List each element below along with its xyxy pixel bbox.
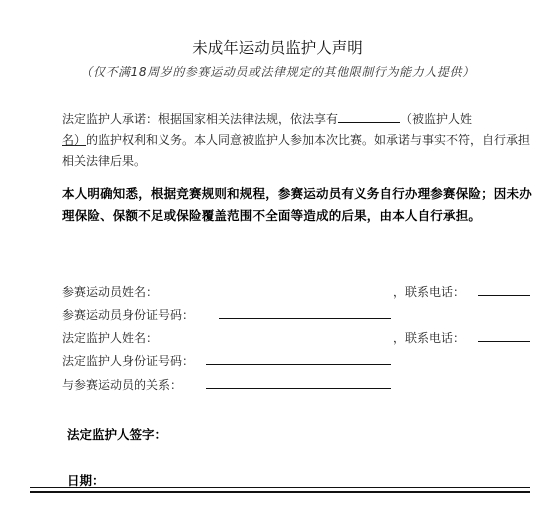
commitment-text-1: 法定监护人承诺：根据国家相关法律法规，依法享有 [62, 112, 339, 126]
athlete-id-input-line[interactable] [219, 318, 391, 319]
relation-input-line[interactable] [206, 388, 391, 389]
commitment-text-3: 名） [62, 133, 87, 147]
phone-label-2: ，联系电话： [393, 331, 466, 345]
signature-label: 法定监护人签字： [67, 427, 168, 442]
athlete-id-label: 参赛运动员身份证号码： [62, 308, 195, 322]
footer-rule-thick [30, 491, 530, 493]
commitment-text-4: 的监护权利和义务。本人同意被监护人参加本次比赛。如承诺与事实不符，自行承担相关法律后果。 [62, 133, 531, 168]
guardian-name-label: 法定监护人姓名： [62, 331, 159, 345]
date-label: 日期： [67, 473, 105, 488]
guardian-id-input-line[interactable] [206, 364, 391, 365]
phone-label-1: ，联系电话： [393, 285, 466, 299]
page-title: 未成年运动员监护人声明 [192, 39, 363, 57]
page-subtitle: （仅不满18周岁的参赛运动员或法律规定的其他限制行为能力人提供） [80, 65, 475, 79]
athlete-name-label: 参赛运动员姓名： [62, 285, 159, 299]
footer-rule-thin [30, 487, 530, 488]
ward-name-blank[interactable] [338, 110, 400, 123]
phone-input-line-2[interactable] [478, 341, 530, 342]
relation-label: 与参赛运动员的关系： [62, 378, 183, 392]
guardian-commitment-paragraph [62, 109, 532, 172]
guardian-id-label: 法定监护人身份证号码： [62, 354, 195, 368]
insurance-notice-paragraph: 本人明确知悉，根据竞赛规则和规程，参赛运动员有义务自行办理参赛保险；因未办理保险、保额不足或保险覆盖范围不全面等造成的后果，由本人自行承担。 [62, 186, 532, 223]
phone-input-line-1[interactable] [478, 295, 530, 296]
commitment-text-2: （被监护人姓 [400, 112, 473, 126]
